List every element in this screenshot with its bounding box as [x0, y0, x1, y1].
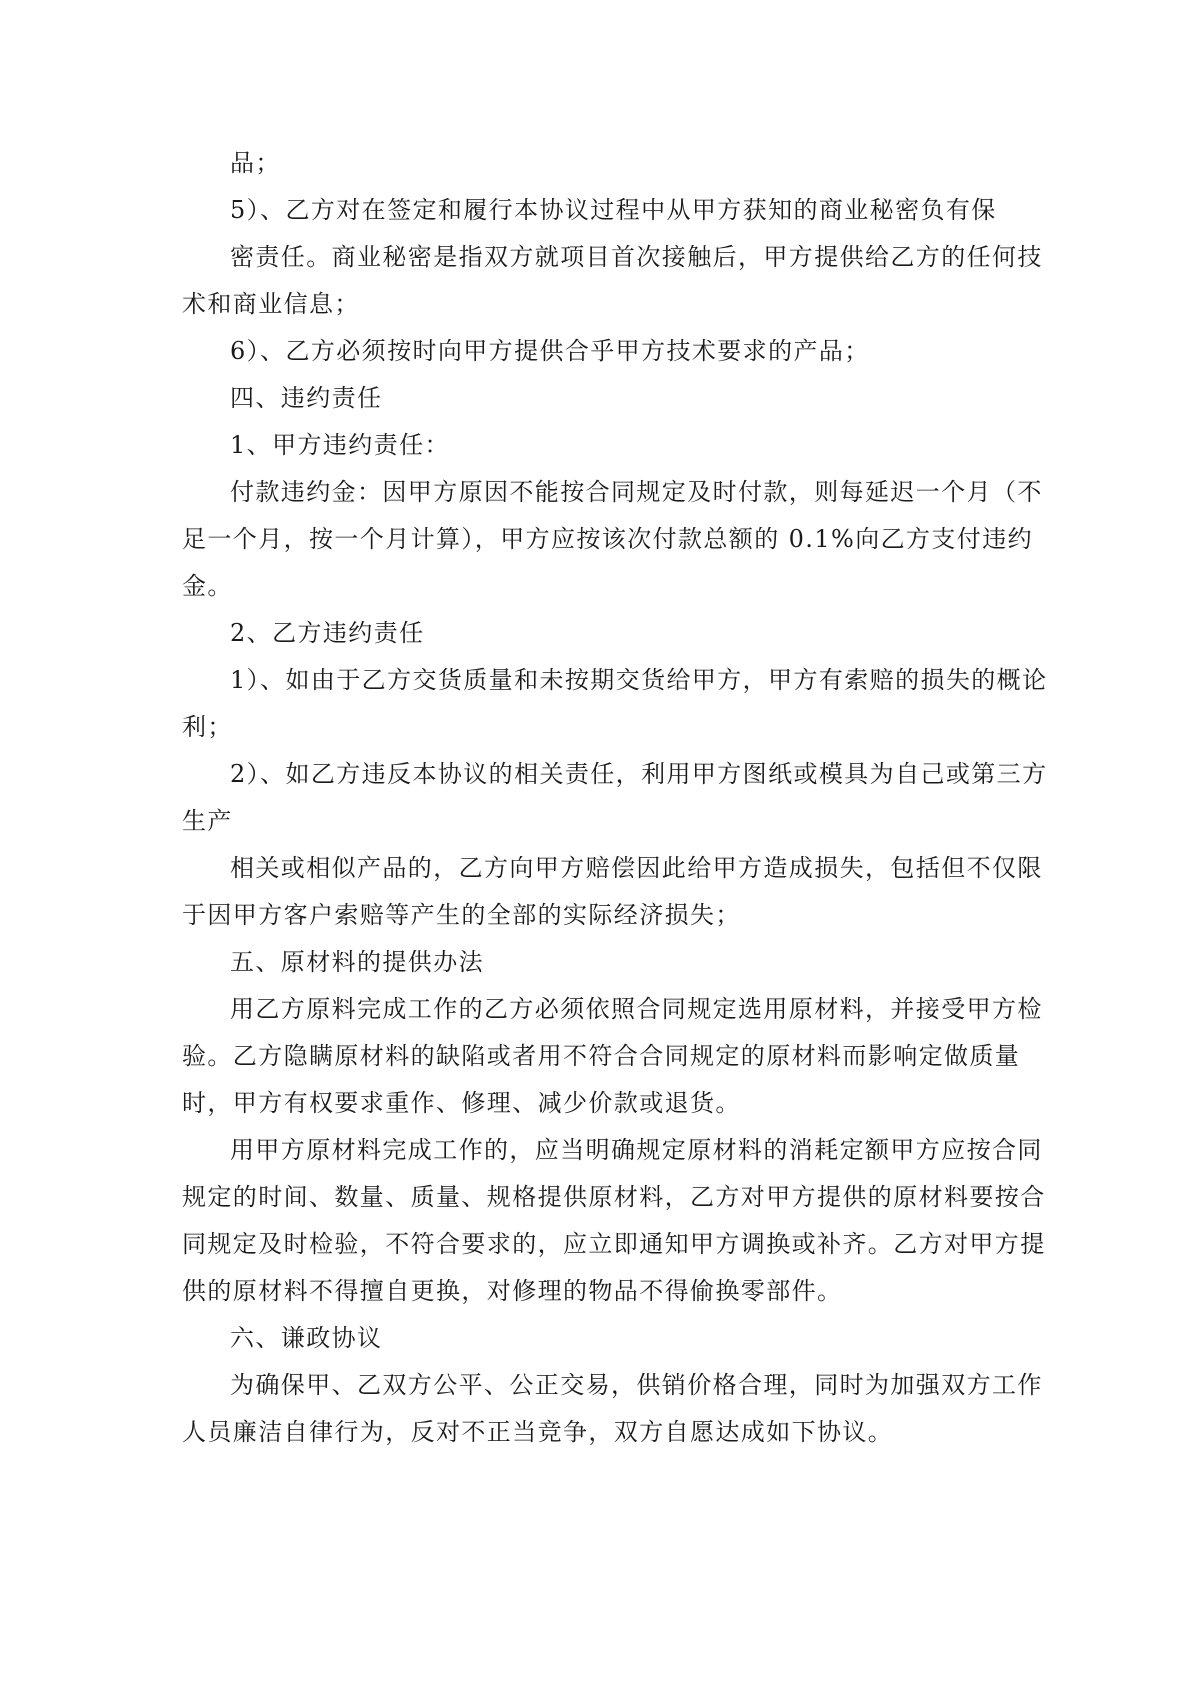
text-line: 品；: [230, 149, 281, 177]
text-line: 2）、如乙方违反本协议的相关责任，利用甲方图纸或模具为自己或第三方: [230, 760, 1048, 788]
document-body: [182, 140, 1048, 1456]
text-line: 5）、乙方对在签定和履行本协议过程中从甲方获知的商业秘密负有保: [230, 196, 997, 224]
text-line: 验。乙方隐瞒原材料的缺陷或者用不符合合同规定的原材料而影响定做质量: [182, 1042, 1021, 1070]
text-line: 时，甲方有权要求重作、修理、减少价款或退货。: [182, 1089, 741, 1117]
text-line: 生产: [182, 807, 233, 835]
text-line: 相关或相似产品的，乙方向甲方赔偿因此给甲方造成损失，包括但不仅限: [230, 854, 1043, 882]
text-line: 同规定及时检验，不符合要求的，应立即通知甲方调换或补齐。乙方对甲方提: [182, 1230, 1046, 1258]
text-line: 用乙方原料完成工作的乙方必须依照合同规定选用原材料，并接受甲方检: [230, 995, 1043, 1023]
subsection-heading: 1、甲方违约责任：: [230, 431, 450, 459]
text-line: 金。: [182, 572, 233, 600]
text-line: 人员廉洁自律行为，反对不正当竞争，双方自愿达成如下协议。: [182, 1418, 894, 1446]
text-line: 足一个月，按一个月计算），甲方应按该次付款总额的 0.1%向乙方支付违约: [182, 525, 1033, 553]
text-line: 为确保甲、乙双方公平、公正交易，供销价格合理，同时为加强双方工作: [230, 1371, 1043, 1399]
section-heading: 六、谦政协议: [230, 1324, 383, 1352]
text-line: 术和商业信息；: [182, 290, 360, 318]
text-line: 6）、乙方必须按时向甲方提供合乎甲方技术要求的产品；: [230, 337, 870, 365]
section-heading: 四、违约责任: [230, 384, 383, 412]
text-line: 用甲方原材料完成工作的，应当明确规定原材料的消耗定额甲方应按合同: [230, 1136, 1043, 1164]
text-line: 1）、如由于乙方交货质量和未按期交货给甲方，甲方有索赔的损失的概论: [230, 666, 1048, 694]
section-heading: 五、原材料的提供办法: [230, 948, 484, 976]
text-line: 供的原材料不得擅自更换，对修理的物品不得偷换零部件。: [182, 1277, 843, 1305]
text-line: 密责任。商业秘密是指双方就项目首次接触后，甲方提供给乙方的任何技: [230, 243, 1043, 271]
subsection-heading: 2、乙方违约责任: [230, 619, 425, 647]
text-line: 规定的时间、数量、质量、规格提供原材料，乙方对甲方提供的原材料要按合: [182, 1183, 1046, 1211]
text-line: 利；: [182, 713, 233, 741]
text-line: 付款违约金：因甲方原因不能按合同规定及时付款，则每延迟一个月（不: [230, 478, 1043, 506]
text-line: 于因甲方客户索赔等产生的全部的实际经济损失；: [182, 901, 741, 929]
